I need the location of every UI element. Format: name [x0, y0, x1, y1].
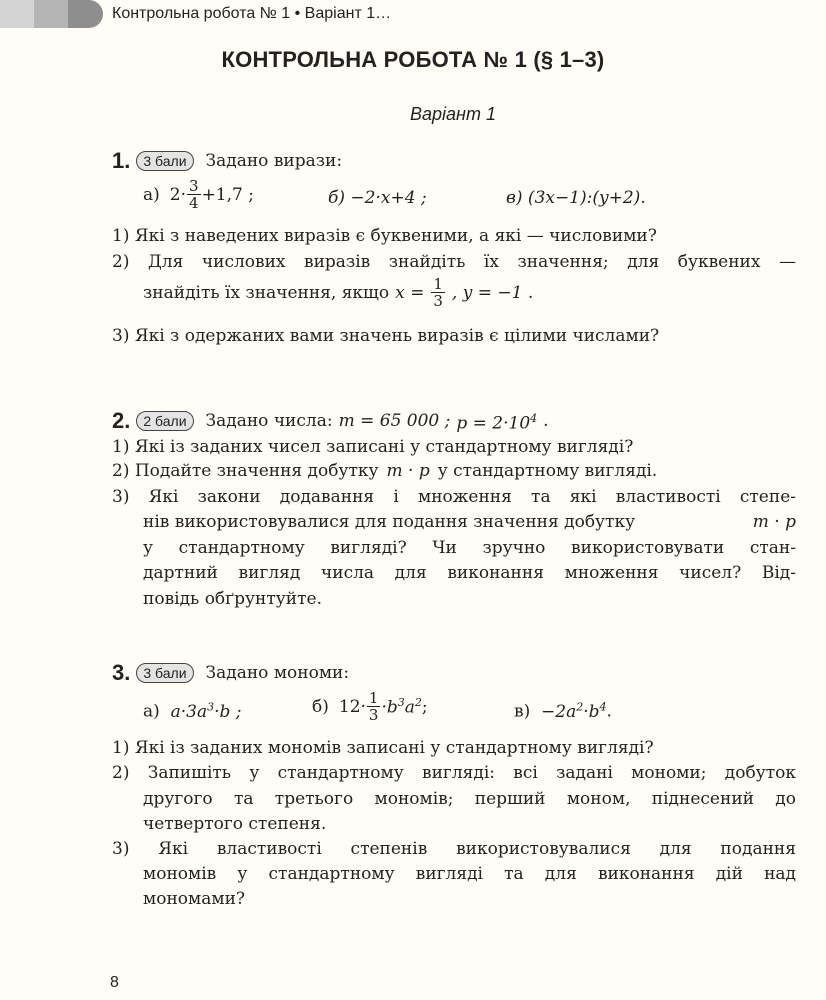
- running-title: Контрольна робота № 1 • Варіант 1…: [112, 5, 392, 22]
- variant-label: Варіант 1: [410, 104, 496, 124]
- task-2-question-1: 1) Які із заданих чисел записані у стандартному вигляді?: [112, 437, 634, 457]
- task-1-question-3: 3) Які з одержаних вами значень виразів є цілими числами?: [112, 326, 660, 346]
- task-2-question-3-line-3: у стандартному вигляді? Чи зручно використовувати стан-: [143, 538, 796, 558]
- task-1-points-badge: 3 бали: [136, 151, 193, 171]
- task-3-heading: [112, 660, 349, 686]
- task-1-expr-a: а) 2· $\frac{3}{4}$ +1,7 ;: [143, 177, 254, 212]
- task-1-question-1: 1) Які з наведених виразів є буквеними, а які — числовими?: [112, 226, 657, 246]
- task-1-number: 1.: [112, 148, 131, 173]
- task-2-number: 2.: [112, 408, 131, 434]
- task-2-question-2: 2) Подайте значення добутку m · p у стандартному вигляді.: [112, 461, 658, 481]
- task-1-heading: [112, 148, 342, 174]
- task-3-number: 3.: [112, 660, 131, 685]
- task-3-question-3-line-3: мономами?: [143, 889, 246, 909]
- task-2-heading: 2. 2 бали Задано числа: m = 65 000 ; $p = 2\cdot 10^4$ .: [112, 406, 549, 437]
- page-title: КОНТРОЛЬНА РОБОТА № 1 (§ 1–3): [221, 47, 605, 72]
- task-3-expr-b: б) 12· $\frac{1}{3}$ $\cdot b^3a^2$ ;: [312, 689, 428, 724]
- task-3-question-2-line-3: четвертого степеня.: [143, 814, 327, 834]
- task-3-question-2-line-2: другого та третього мономів; перший моном, піднесений до: [143, 789, 796, 809]
- task-3-question-3-line-2: мономів у стандартному вигляді та для виконання дій над: [143, 864, 796, 884]
- task-2-question-3-line-4: дартний вигляд числа для виконання множення чисел? Від-: [143, 563, 796, 583]
- task-2-p-value: $p = 2\cdot 10^4$: [456, 412, 538, 434]
- header-color-bar: [0, 0, 103, 28]
- task-3-intro: Задано мономи:: [205, 662, 350, 683]
- task-1-question-2-line-1: 2) Для числових виразів знайдіть їх значення; для буквених —: [112, 252, 796, 272]
- task-3-expr-a: а) $a\cdot 3a^3\cdot b$ ;: [143, 700, 242, 722]
- task-1-expr-c: в) (3x−1):(y+2).: [506, 188, 646, 208]
- task-3-question-1: 1) Які із заданих мономів записані у стандартному вигляді?: [112, 738, 654, 758]
- task-3-question-2-line-1: 2) Запишіть у стандартному вигляді: всі задані мономи; добуток: [112, 763, 796, 783]
- task-2-question-3-line-1: 3) Які закони додавання і множення та які властивості степе-: [112, 487, 796, 507]
- task-1-intro: Задано вирази:: [205, 150, 343, 171]
- task-2-question-3-line-2: нів використовувалися для подання значення добутку m · p: [143, 512, 796, 532]
- task-3-expr-c: $в) -2a^2\cdot b^4$.: [514, 700, 612, 722]
- task-2-points-badge: 2 бали: [136, 411, 193, 431]
- fraction: $\frac{1}{3}$: [433, 275, 443, 310]
- task-1-question-2-line-2: знайдіть їх значення, якщо x = $\frac{1}{3}$ , y = −1 .: [143, 275, 534, 310]
- page-number: 8: [110, 974, 119, 991]
- fraction: $\frac{3}{4}$: [189, 177, 199, 212]
- task-2-question-3-line-5: повідь обґрунтуйте.: [143, 589, 322, 609]
- task-3-question-3-line-1: 3) Які властивості степенів використовувалися для подання: [112, 839, 796, 859]
- task-3-points-badge: 3 бали: [136, 663, 193, 683]
- fraction: $\frac{1}{3}$: [368, 689, 379, 724]
- task-1-expr-b: б) −2·x+4 ;: [328, 188, 427, 208]
